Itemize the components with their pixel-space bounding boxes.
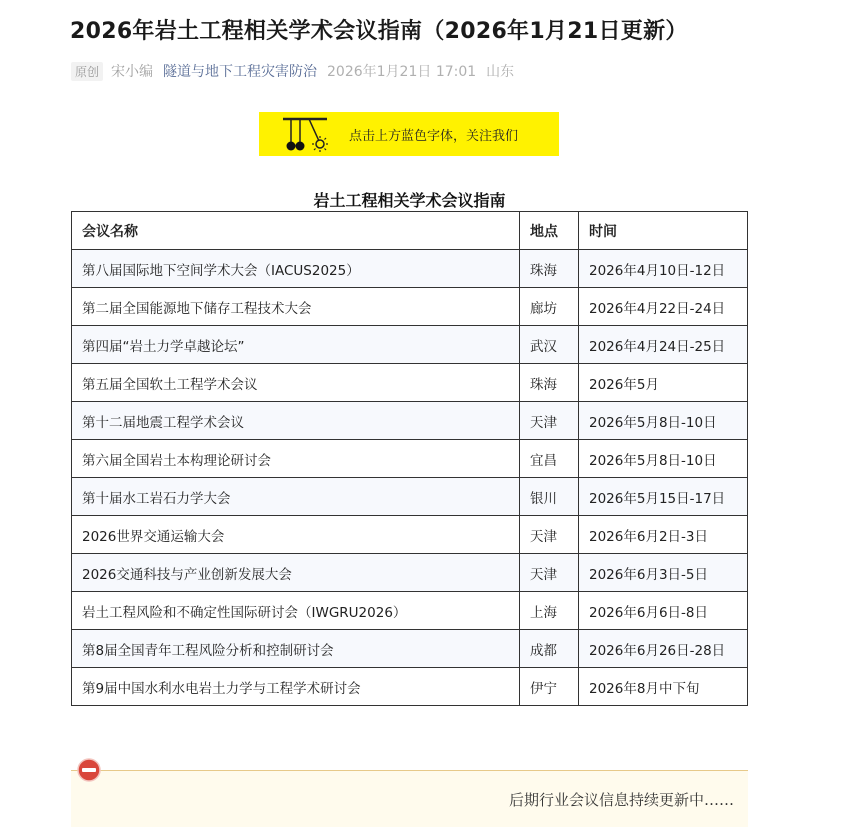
conference-place: 银川 — [520, 478, 579, 516]
table-header-row — [72, 212, 748, 250]
table-title: 岩土工程相关学术会议指南 — [313, 191, 506, 210]
publish-time: 2026年1月21日 17:01 — [327, 64, 477, 80]
no-entry-icon — [77, 758, 101, 782]
follow-text: 点击上方蓝色字体，关注我们 — [349, 129, 519, 144]
table-row — [72, 630, 748, 668]
table-row — [72, 478, 748, 516]
footer-notice — [71, 770, 748, 827]
conference-place: 天津 — [520, 402, 579, 440]
conference-time: 2026年4月10日-12日 — [579, 250, 748, 288]
conference-name: 第四届“岩土力学卓越论坛” — [72, 326, 520, 364]
conference-place: 上海 — [520, 592, 579, 630]
conference-place: 珠海 — [520, 250, 579, 288]
conference-name: 2026世界交通运输大会 — [72, 516, 520, 554]
conference-time: 2026年5月8日-10日 — [579, 440, 748, 478]
conference-table — [71, 211, 748, 706]
conference-name: 第八届国际地下空间学术大会（IACUS2025） — [72, 250, 520, 288]
publish-location: 山东 — [486, 64, 515, 80]
table-row — [72, 250, 748, 288]
table-row — [72, 668, 748, 706]
header-place: 地点 — [520, 212, 579, 250]
conference-time: 2026年5月8日-10日 — [579, 402, 748, 440]
header-time: 时间 — [579, 212, 748, 250]
conference-place: 宜昌 — [520, 440, 579, 478]
conference-name: 第9届中国水利水电岩土力学与工程学术研讨会 — [72, 668, 520, 706]
conference-place: 伊宁 — [520, 668, 579, 706]
article-meta — [71, 60, 514, 82]
conference-name: 第六届全国岩土本构理论研讨会 — [72, 440, 520, 478]
table-row — [72, 402, 748, 440]
conference-time: 2026年4月22日-24日 — [579, 288, 748, 326]
table-row — [72, 554, 748, 592]
conference-time: 2026年5月 — [579, 364, 748, 402]
table-row — [72, 440, 748, 478]
author-name: 宋小编 — [111, 64, 154, 80]
conference-time: 2026年6月2日-3日 — [579, 516, 748, 554]
conference-name: 第二届全国能源地下储存工程技术大会 — [72, 288, 520, 326]
conference-place: 天津 — [520, 554, 579, 592]
conference-place: 天津 — [520, 516, 579, 554]
conference-time: 2026年5月15日-17日 — [579, 478, 748, 516]
newtons-cradle-icon — [281, 115, 331, 155]
conference-time: 2026年6月6日-8日 — [579, 592, 748, 630]
conference-place: 成都 — [520, 630, 579, 668]
original-tag: 原创 — [71, 62, 103, 81]
table-row — [72, 592, 748, 630]
conference-time: 2026年8月中下旬 — [579, 668, 748, 706]
header-name: 会议名称 — [72, 212, 520, 250]
conference-name: 第8届全国青年工程风险分析和控制研讨会 — [72, 630, 520, 668]
conference-name: 第十二届地震工程学术会议 — [72, 402, 520, 440]
account-link[interactable]: 隧道与地下工程灾害防治 — [163, 64, 318, 80]
conference-time: 2026年6月3日-5日 — [579, 554, 748, 592]
article-title: 2026年岩土工程相关学术会议指南（2026年1月21日更新） — [70, 19, 688, 44]
conference-place: 珠海 — [520, 364, 579, 402]
conference-name: 第十届水工岩石力学大会 — [72, 478, 520, 516]
conference-place: 廊坊 — [520, 288, 579, 326]
conference-name: 第五届全国软土工程学术会议 — [72, 364, 520, 402]
table-row — [72, 364, 748, 402]
table-row — [72, 326, 748, 364]
conference-place: 武汉 — [520, 326, 579, 364]
conference-time: 2026年6月26日-28日 — [579, 630, 748, 668]
table-row — [72, 288, 748, 326]
conference-name: 岩土工程风险和不确定性国际研讨会（IWGRU2026） — [72, 592, 520, 630]
table-row — [72, 516, 748, 554]
follow-banner[interactable] — [259, 112, 559, 156]
conference-time: 2026年4月24日-25日 — [579, 326, 748, 364]
conference-name: 2026交通科技与产业创新发展大会 — [72, 554, 520, 592]
footer-text: 后期行业会议信息持续更新中…… — [508, 791, 734, 809]
